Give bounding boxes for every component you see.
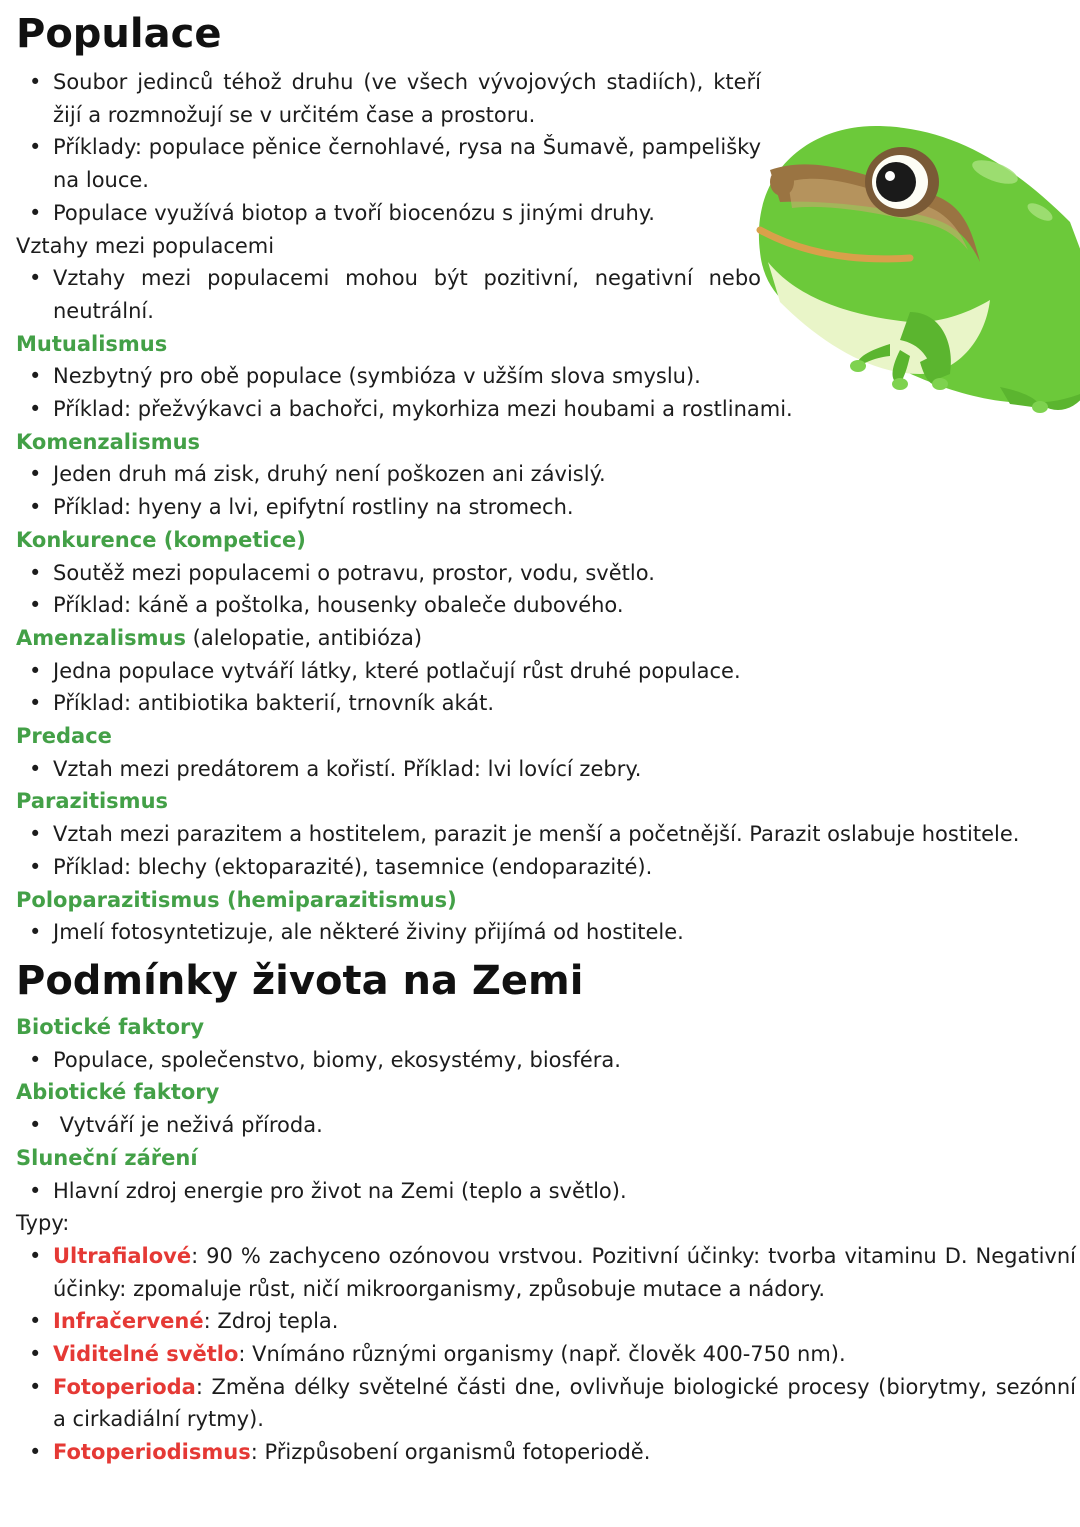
relations-bullets [16, 262, 1076, 327]
komenzalismus-bullets [16, 458, 1076, 523]
term-fotoperioda: Fotoperioda [53, 1374, 196, 1399]
list-item: • Fotoperiodismus: Přizpůsobení organismů fotoperiodě. [16, 1436, 1076, 1469]
term-viditelne-svetlo: Viditelné světlo [53, 1342, 239, 1367]
page-title-populace: Populace [16, 11, 222, 57]
list-item: • Příklad: blechy (ektoparazité), tasemnice (endoparazité). [16, 851, 1076, 884]
section-heading-komenzalismus: Komenzalismus [16, 429, 201, 454]
document-page [16, 0, 1076, 1469]
types-bullets [16, 1240, 1076, 1469]
list-item: • Soubor jedinců téhož druhu (ve všech vývojových stadiích), kteří žijí a rozmnožují se v určitém čase a prostoru. [16, 66, 761, 131]
list-item: • Příklady: populace pěnice černohlavé, rysa na Šumavě, pampelišky na louce. [16, 131, 761, 196]
list-item: • Viditelné světlo: Vnímáno různými organismy (např. člověk 400-750 nm). [16, 1338, 1076, 1371]
section-heading-bioticke: Biotické faktory [16, 1014, 205, 1039]
term-ultrafialove: Ultrafialové [53, 1243, 192, 1268]
section-heading-note: (alelopatie, antibióza) [185, 625, 423, 650]
list-item: • Fotoperioda: Změna délky světelné části dne, ovlivňuje biologické procesy (biorytmy, sezónní a cirkadiální rytmy). [16, 1371, 1076, 1436]
list-item: • Jmelí fotosyntetizuje, ale některé živiny přijímá od hostitele. [16, 916, 1076, 949]
bioticke-bullets [16, 1044, 1076, 1077]
list-item: • Vztahy mezi populacemi mohou být pozitivní, negativní nebo neutrální. [16, 262, 761, 327]
list-item: • Soutěž mezi populacemi o potravu, prostor, vodu, světlo. [16, 557, 1076, 590]
list-item: • Vztah mezi predátorem a kořistí. Příklad: lvi lovící zebry. [16, 753, 1076, 786]
populace-bullets [16, 66, 1076, 230]
list-item: • Nezbytný pro obě populace (symbióza v užším slova smyslu). [16, 360, 1076, 393]
section-heading-konkurence: Konkurence (kompetice) [16, 527, 306, 552]
list-item: • Vztah mezi parazitem a hostitelem, parazit je menší a početnější. Parazit oslabuje hostitele. [16, 818, 1076, 851]
list-item: • Vytváří je neživá příroda. [16, 1109, 1076, 1142]
list-item: • Populace využívá biotop a tvoří biocenózu s jinými druhy. [16, 197, 761, 230]
section-heading-abioticke: Abiotické faktory [16, 1080, 220, 1105]
amenzalismus-bullets [16, 655, 1076, 720]
list-item: • Jeden druh má zisk, druhý není poškozen ani závislý. [16, 458, 1076, 491]
section-heading-parazitismus: Parazitismus [16, 789, 169, 814]
relations-heading: Vztahy mezi populacemi [16, 233, 275, 258]
section-heading-mutualismus: Mutualismus [16, 331, 168, 356]
abioticke-bullets [16, 1109, 1076, 1142]
list-item: • Příklad: hyeny a lvi, epifytní rostliny na stromech. [16, 491, 1076, 524]
list-item: • Populace, společenstvo, biomy, ekosystémy, biosféra. [16, 1044, 1076, 1077]
predace-bullets [16, 753, 1076, 786]
konkurence-bullets [16, 557, 1076, 622]
section-heading-predace: Predace [16, 724, 112, 749]
list-item: • Hlavní zdroj energie pro život na Zemi (teplo a světlo). [16, 1175, 1076, 1208]
list-item: • Příklad: přežvýkavci a bachořci, mykorhiza mezi houbami a rostlinami. [16, 393, 1076, 426]
section-heading-poloparazitismus: Poloparazitismus (hemiparazitismus) [16, 887, 457, 912]
poloparazitismus-bullets [16, 916, 1076, 949]
slunecni-bullets [16, 1175, 1076, 1208]
parazitismus-bullets [16, 818, 1076, 883]
list-item: • Příklad: antibiotika bakterií, trnovník akát. [16, 687, 1076, 720]
term-infracervene: Infračervené [53, 1309, 204, 1334]
page-title-podminky: Podmínky života na Zemi [16, 957, 584, 1004]
section-heading-slunecni: Sluneční záření [16, 1145, 198, 1170]
term-fotoperiodismus: Fotoperiodismus [53, 1440, 251, 1465]
list-item: • Jedna populace vytváří látky, které potlačují růst druhé populace. [16, 655, 1076, 688]
list-item: • Ultrafialové: 90 % zachyceno ozónovou vrstvou. Pozitivní účinky: tvorba vitaminu D. Negativní účinky: zpomaluje růst, ničí mikroorganismy, způsobuje mutace a nádory. [16, 1240, 1076, 1305]
list-item: • Infračervené: Zdroj tepla. [16, 1305, 1076, 1338]
list-item: • Příklad: káně a poštolka, housenky obaleče dubového. [16, 589, 1076, 622]
mutualismus-bullets [16, 360, 1076, 425]
section-heading-amenzalismus: Amenzalismus (alelopatie, antibióza) [16, 625, 423, 650]
types-label: Typy: [16, 1211, 70, 1236]
